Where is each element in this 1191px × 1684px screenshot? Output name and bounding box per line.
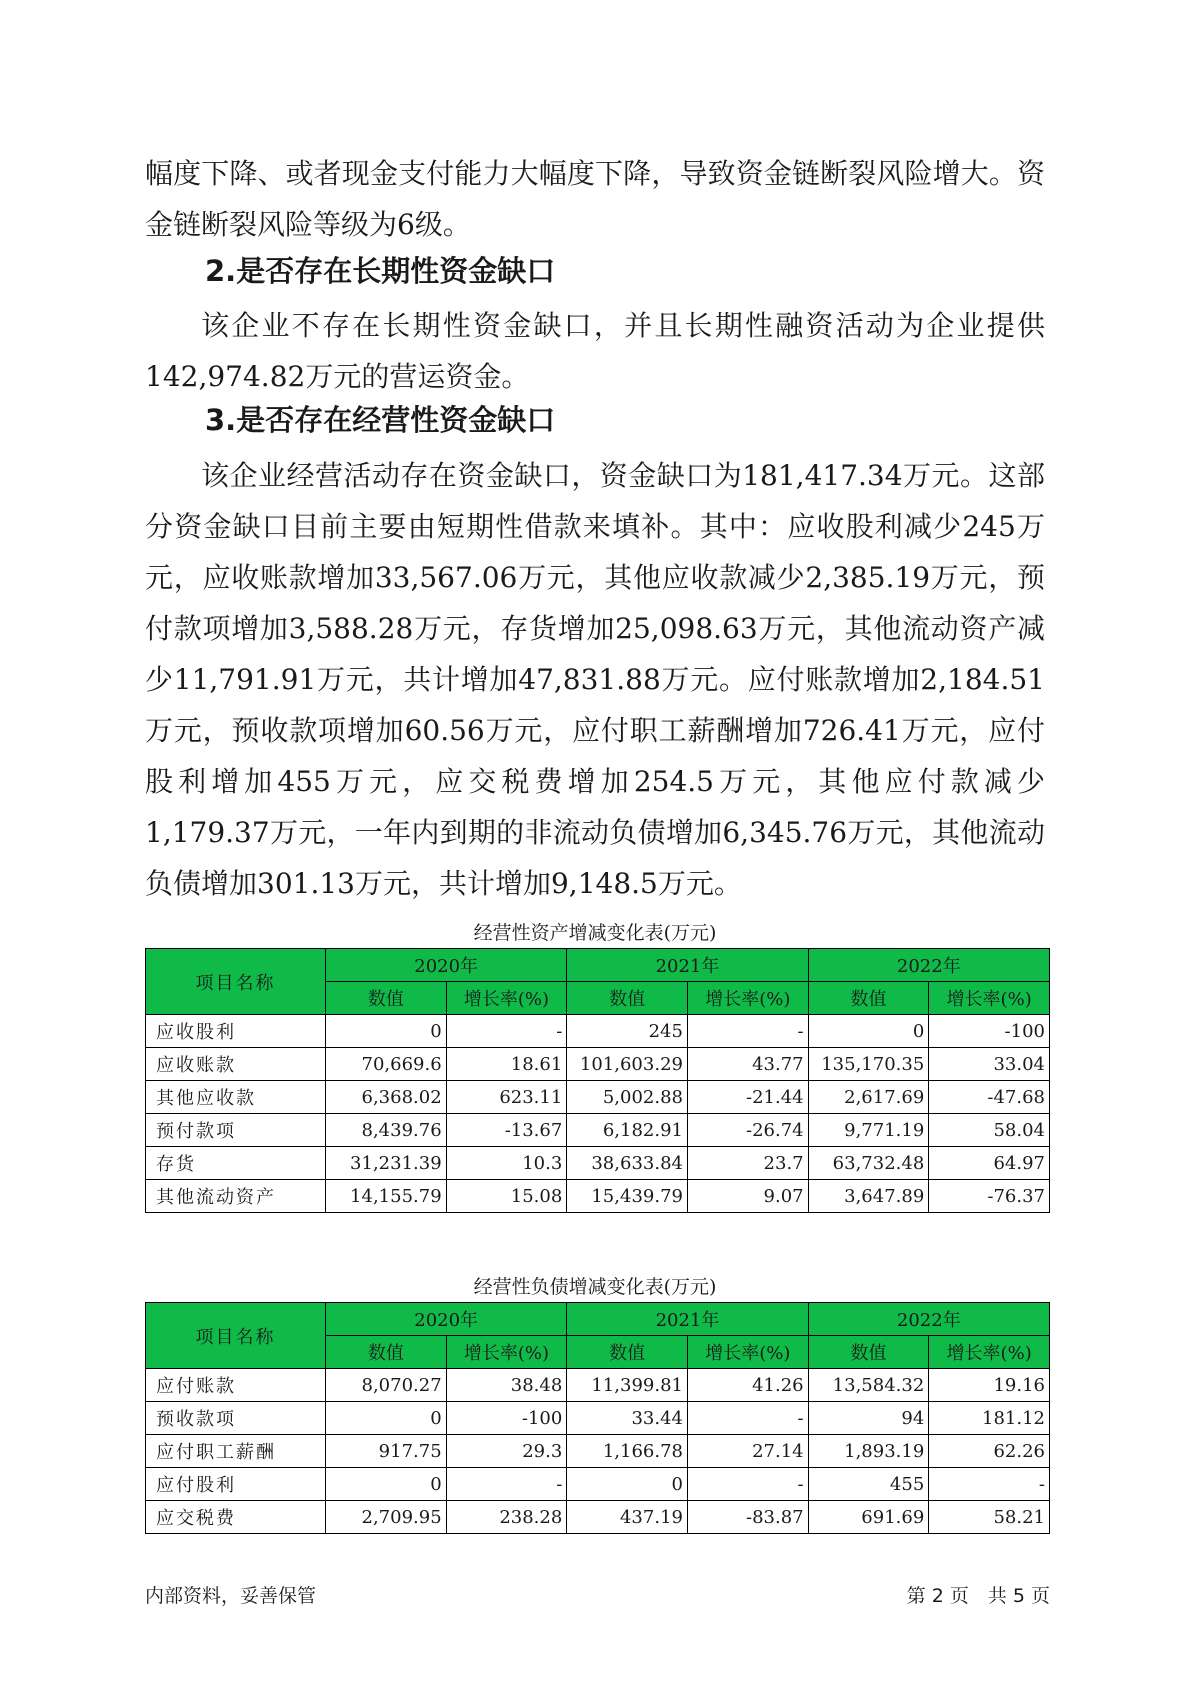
value-cell: 63,732.48 (808, 1147, 929, 1180)
table-row (146, 1048, 1050, 1081)
table-row (146, 1015, 1050, 1048)
value-cell: 1,893.19 (808, 1435, 929, 1468)
growth-rate-cell: 27.14 (687, 1435, 808, 1468)
header-value: 数值 (326, 1336, 447, 1369)
header-year-2020: 2020年 (326, 1303, 567, 1336)
value-cell: 245 (567, 1015, 688, 1048)
growth-rate-cell: -13.67 (446, 1114, 567, 1147)
value-cell: 0 (326, 1402, 447, 1435)
value-cell: 691.69 (808, 1501, 929, 1534)
value-cell: 0 (326, 1015, 447, 1048)
footer-confidential-note: 内部资料，妥善保管 (145, 1585, 317, 1607)
row-item-name: 应收账款 (146, 1048, 326, 1081)
growth-rate-cell: 18.61 (446, 1048, 567, 1081)
growth-rate-cell: - (687, 1015, 808, 1048)
header-year-2022: 2022年 (808, 949, 1049, 982)
value-cell: 8,439.76 (326, 1114, 447, 1147)
growth-rate-cell: 62.26 (929, 1435, 1050, 1468)
growth-rate-cell: 29.3 (446, 1435, 567, 1468)
table-row (146, 1180, 1050, 1213)
growth-rate-cell: 58.21 (929, 1501, 1050, 1534)
footer-page-number: 第 2 页 共 5 页 (906, 1585, 1050, 1607)
value-cell: 15,439.79 (567, 1180, 688, 1213)
operating-liabilities-table (145, 1302, 1050, 1534)
growth-rate-cell: 41.26 (687, 1369, 808, 1402)
row-item-name: 应付账款 (146, 1369, 326, 1402)
header-year-2021: 2021年 (567, 949, 808, 982)
growth-rate-cell: -26.74 (687, 1114, 808, 1147)
growth-rate-cell: 38.48 (446, 1369, 567, 1402)
paragraph-long-term-gap: 该企业不存在长期性资金缺口，并且长期性融资活动为企业提供142,974.82万元的营运资金。 (145, 309, 1045, 393)
growth-rate-cell: 238.28 (446, 1501, 567, 1534)
paragraph-risk-level: 幅度下降、或者现金支付能力大幅度下降，导致资金链断裂风险增大。资金链断裂风险等级为6级。 (145, 157, 1045, 241)
operating-assets-table (145, 948, 1050, 1213)
header-growth-rate: 增长率(%) (929, 982, 1050, 1015)
row-item-name: 其他流动资产 (146, 1180, 326, 1213)
value-cell: 437.19 (567, 1501, 688, 1534)
header-growth-rate: 增长率(%) (446, 982, 567, 1015)
growth-rate-cell: 58.04 (929, 1114, 1050, 1147)
growth-rate-cell: -76.37 (929, 1180, 1050, 1213)
value-cell: 5,002.88 (567, 1081, 688, 1114)
growth-rate-cell: 64.97 (929, 1147, 1050, 1180)
growth-rate-cell: 19.16 (929, 1369, 1050, 1402)
header-growth-rate: 增长率(%) (446, 1336, 567, 1369)
header-year-2022: 2022年 (808, 1303, 1049, 1336)
growth-rate-cell: 623.11 (446, 1081, 567, 1114)
growth-rate-cell: -47.68 (929, 1081, 1050, 1114)
row-item-name: 应交税费 (146, 1501, 326, 1534)
header-item-name: 项目名称 (146, 949, 326, 1015)
table-header-row (146, 949, 1050, 982)
table-row (146, 1081, 1050, 1114)
table-header-row (146, 1303, 1050, 1336)
value-cell: 1,166.78 (567, 1435, 688, 1468)
heading-operating-gap: 3.是否存在经营性资金缺口 (205, 403, 556, 437)
row-item-name: 应付职工薪酬 (146, 1435, 326, 1468)
header-year-2020: 2020年 (326, 949, 567, 982)
growth-rate-cell: 15.08 (446, 1180, 567, 1213)
value-cell: 14,155.79 (326, 1180, 447, 1213)
table-caption-liabilities: 经营性负债增减变化表(万元) (473, 1276, 717, 1298)
value-cell: 70,669.6 (326, 1048, 447, 1081)
header-value: 数值 (567, 1336, 688, 1369)
value-cell: 33.44 (567, 1402, 688, 1435)
value-cell: 0 (808, 1015, 929, 1048)
value-cell: 8,070.27 (326, 1369, 447, 1402)
growth-rate-cell: - (687, 1402, 808, 1435)
row-item-name: 预付款项 (146, 1114, 326, 1147)
growth-rate-cell: -100 (929, 1015, 1050, 1048)
growth-rate-cell: - (929, 1468, 1050, 1501)
table-row (146, 1369, 1050, 1402)
row-item-name: 应收股利 (146, 1015, 326, 1048)
value-cell: 31,231.39 (326, 1147, 447, 1180)
header-growth-rate: 增长率(%) (687, 1336, 808, 1369)
table-row (146, 1147, 1050, 1180)
header-value: 数值 (808, 982, 929, 1015)
growth-rate-cell: -100 (446, 1402, 567, 1435)
value-cell: 2,709.95 (326, 1501, 447, 1534)
growth-rate-cell: - (446, 1468, 567, 1501)
value-cell: 6,182.91 (567, 1114, 688, 1147)
header-item-name: 项目名称 (146, 1303, 326, 1369)
growth-rate-cell: 9.07 (687, 1180, 808, 1213)
table-row (146, 1501, 1050, 1534)
value-cell: 0 (326, 1468, 447, 1501)
growth-rate-cell: 181.12 (929, 1402, 1050, 1435)
growth-rate-cell: 43.77 (687, 1048, 808, 1081)
value-cell: 0 (567, 1468, 688, 1501)
value-cell: 135,170.35 (808, 1048, 929, 1081)
growth-rate-cell: -21.44 (687, 1081, 808, 1114)
row-item-name: 存货 (146, 1147, 326, 1180)
value-cell: 13,584.32 (808, 1369, 929, 1402)
table-caption-assets: 经营性资产增减变化表(万元) (473, 922, 717, 944)
value-cell: 917.75 (326, 1435, 447, 1468)
growth-rate-cell: 33.04 (929, 1048, 1050, 1081)
value-cell: 38,633.84 (567, 1147, 688, 1180)
value-cell: 9,771.19 (808, 1114, 929, 1147)
table-row (146, 1435, 1050, 1468)
header-value: 数值 (326, 982, 447, 1015)
paragraph-operating-gap: 该企业经营活动存在资金缺口，资金缺口为181,417.34万元。这部分资金缺口目前主要由短期性借款来填补。其中：应收股利减少245万元，应收账款增加33,567.06万元，其他应收款减少2,385.19万元，预付款项增加3,588.28万元，存货增加25,098.63万元，其他流动资产减少11,791.91万元，共计增加47,831.88万元。应付账款增加2,184.51万元，预收款项增加60.56万元，应付职工薪酬增加726.41万元，应付股利增加455万元，应交税费增加254.5万元，其他应付款减少1,179.37万元，一年内到期的非流动负债增加6,345.76万元，其他流动负债增加301.13万元，共计增加9,148.5万元。 (145, 459, 1045, 900)
header-value: 数值 (567, 982, 688, 1015)
growth-rate-cell: -83.87 (687, 1501, 808, 1534)
row-item-name: 应付股利 (146, 1468, 326, 1501)
table-row (146, 1114, 1050, 1147)
value-cell: 11,399.81 (567, 1369, 688, 1402)
growth-rate-cell: - (687, 1468, 808, 1501)
value-cell: 6,368.02 (326, 1081, 447, 1114)
table-row (146, 1468, 1050, 1501)
table-row (146, 1402, 1050, 1435)
value-cell: 94 (808, 1402, 929, 1435)
header-year-2021: 2021年 (567, 1303, 808, 1336)
row-item-name: 其他应收款 (146, 1081, 326, 1114)
value-cell: 3,647.89 (808, 1180, 929, 1213)
growth-rate-cell: 10.3 (446, 1147, 567, 1180)
header-growth-rate: 增长率(%) (929, 1336, 1050, 1369)
value-cell: 455 (808, 1468, 929, 1501)
growth-rate-cell: 23.7 (687, 1147, 808, 1180)
growth-rate-cell: - (446, 1015, 567, 1048)
value-cell: 2,617.69 (808, 1081, 929, 1114)
header-value: 数值 (808, 1336, 929, 1369)
row-item-name: 预收款项 (146, 1402, 326, 1435)
value-cell: 101,603.29 (567, 1048, 688, 1081)
heading-long-term-gap: 2.是否存在长期性资金缺口 (205, 254, 556, 288)
header-growth-rate: 增长率(%) (687, 982, 808, 1015)
